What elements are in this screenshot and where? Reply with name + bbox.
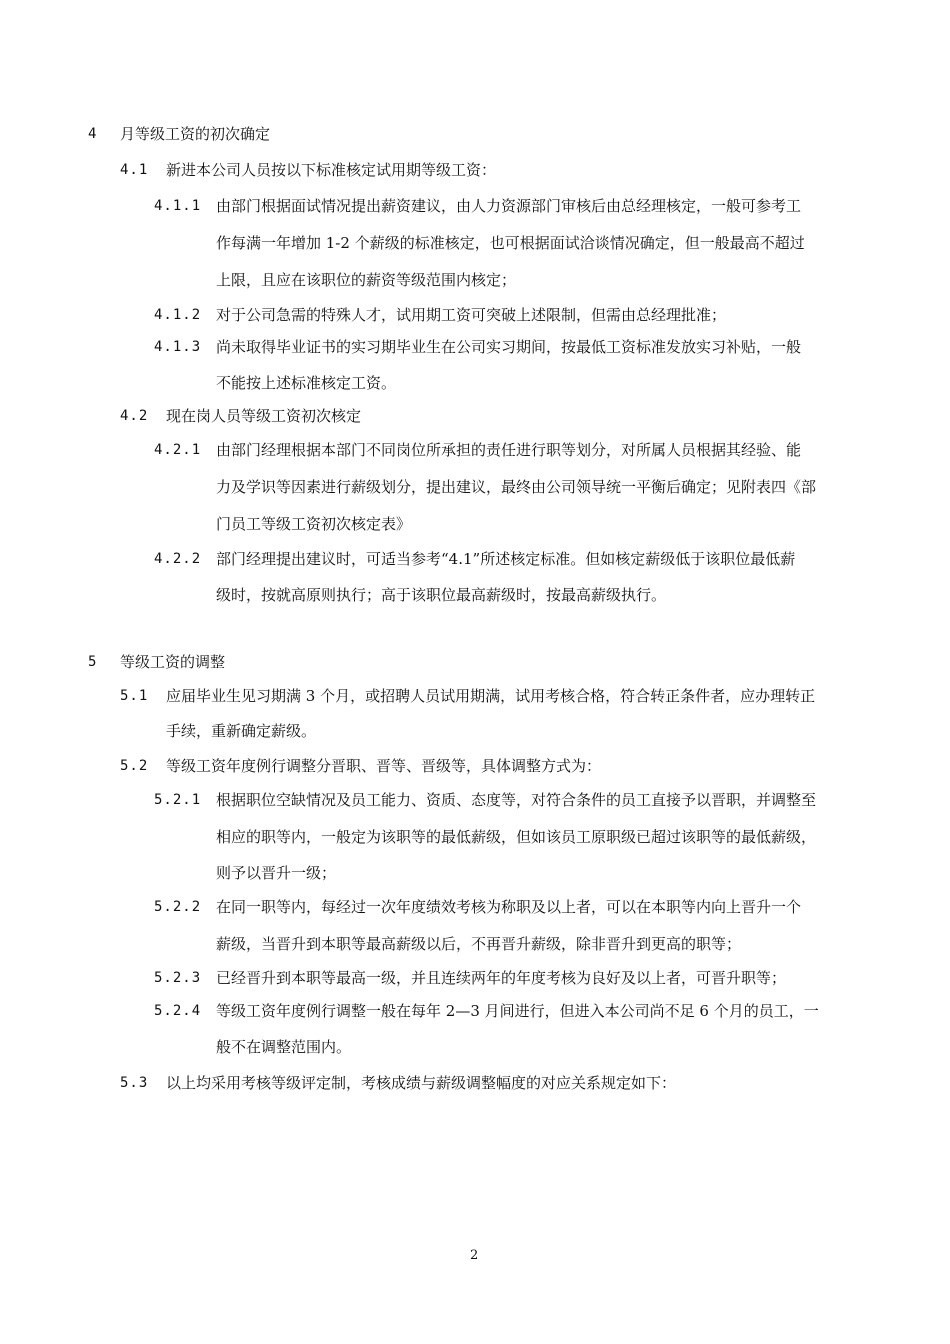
item-line: 在同一职等内，每经过一次年度绩效考核为称职及以上者，可以在本职等内向上晋升一个 bbox=[216, 898, 802, 916]
subsection-number: 5.3 bbox=[120, 1075, 149, 1091]
subsection-line: 手续，重新确定薪级。 bbox=[166, 722, 317, 740]
section-number: 4 bbox=[88, 126, 98, 142]
subsection-line: 应届毕业生见习期满 3 个月，或招聘人员试用期满，试用考核合格，符合转正条件者，应办理转正 bbox=[166, 687, 816, 705]
item-line: 已经晋升到本职等最高一级，并且连续两年的年度考核为良好及以上者，可晋升职等； bbox=[216, 969, 787, 987]
subsection-title: 等级工资年度例行调整分晋职、晋等、晋级等，具体调整方式为： bbox=[166, 757, 602, 775]
item-line: 等级工资年度例行调整一般在每年 2—3 月间进行，但进入本公司尚不足 6 个月的员工，一 bbox=[216, 1002, 819, 1020]
subsection-title: 现在岗人员等级工资初次核定 bbox=[166, 407, 362, 425]
item-number: 4.2.1 bbox=[154, 442, 202, 458]
subsection-title: 以上均采用考核等级评定制，考核成绩与薪级调整幅度的对应关系规定如下： bbox=[166, 1074, 677, 1092]
item-line: 作每满一年增加 1-2 个薪级的标准核定，也可根据面试洽谈情况确定，但一般最高不超过 bbox=[216, 234, 805, 252]
subsection-number: 4.1 bbox=[120, 162, 149, 178]
item-number: 5.2.4 bbox=[154, 1003, 202, 1019]
subsection-number: 4.2 bbox=[120, 408, 149, 424]
item-number: 4.1.2 bbox=[154, 307, 202, 323]
section-title: 月等级工资的初次确定 bbox=[120, 125, 271, 143]
item-line: 门员工等级工资初次核定表》 bbox=[216, 515, 412, 533]
section-number: 5 bbox=[88, 654, 98, 670]
item-line: 上限，且应在该职位的薪资等级范围内核定； bbox=[216, 271, 517, 289]
item-line: 力及学识等因素进行薪级划分，提出建议，最终由公司领导统一平衡后确定；见附表四《部 bbox=[216, 478, 817, 496]
item-line: 根据职位空缺情况及员工能力、资质、态度等，对符合条件的员工直接予以晋职，并调整至 bbox=[216, 791, 817, 809]
section-title: 等级工资的调整 bbox=[120, 653, 226, 671]
item-number: 5.2.2 bbox=[154, 899, 202, 915]
item-line: 般不在调整范围内。 bbox=[216, 1038, 352, 1056]
item-line: 则予以晋升一级； bbox=[216, 864, 337, 882]
item-number: 4.2.2 bbox=[154, 551, 202, 567]
subsection-title: 新进本公司人员按以下标准核定试用期等级工资： bbox=[166, 161, 497, 179]
item-line: 相应的职等内，一般定为该职等的最低薪级，但如该员工原职级已超过该职等的最低薪级， bbox=[216, 828, 817, 846]
page-number: 2 bbox=[470, 1248, 479, 1263]
item-number: 4.1.1 bbox=[154, 198, 202, 214]
item-line: 由部门经理根据本部门不同岗位所承担的责任进行职等划分，对所属人员根据其经验、能 bbox=[216, 441, 802, 459]
item-number: 5.2.1 bbox=[154, 792, 202, 808]
item-number: 4.1.3 bbox=[154, 339, 202, 355]
item-number: 5.2.3 bbox=[154, 970, 202, 986]
subsection-number: 5.2 bbox=[120, 758, 149, 774]
subsection-number: 5.1 bbox=[120, 688, 149, 704]
item-line: 部门经理提出建议时，可适当参考“4.1”所述核定标准。但如核定薪级低于该职位最低薪 bbox=[216, 550, 796, 568]
item-line: 级时，按就高原则执行；高于该职位最高薪级时，按最高薪级执行。 bbox=[216, 586, 667, 604]
item-line: 不能按上述标准核定工资。 bbox=[216, 374, 397, 392]
item-line: 由部门根据面试情况提出薪资建议，由人力资源部门审核后由总经理核定，一般可参考工 bbox=[216, 197, 802, 215]
item-line: 对于公司急需的特殊人才，试用期工资可突破上述限制，但需由总经理批准； bbox=[216, 306, 727, 324]
item-line: 尚未取得毕业证书的实习期毕业生在公司实习期间，按最低工资标准发放实习补贴，一般 bbox=[216, 338, 802, 356]
item-line: 薪级，当晋升到本职等最高薪级以后，不再晋升薪级，除非晋升到更高的职等； bbox=[216, 935, 742, 953]
